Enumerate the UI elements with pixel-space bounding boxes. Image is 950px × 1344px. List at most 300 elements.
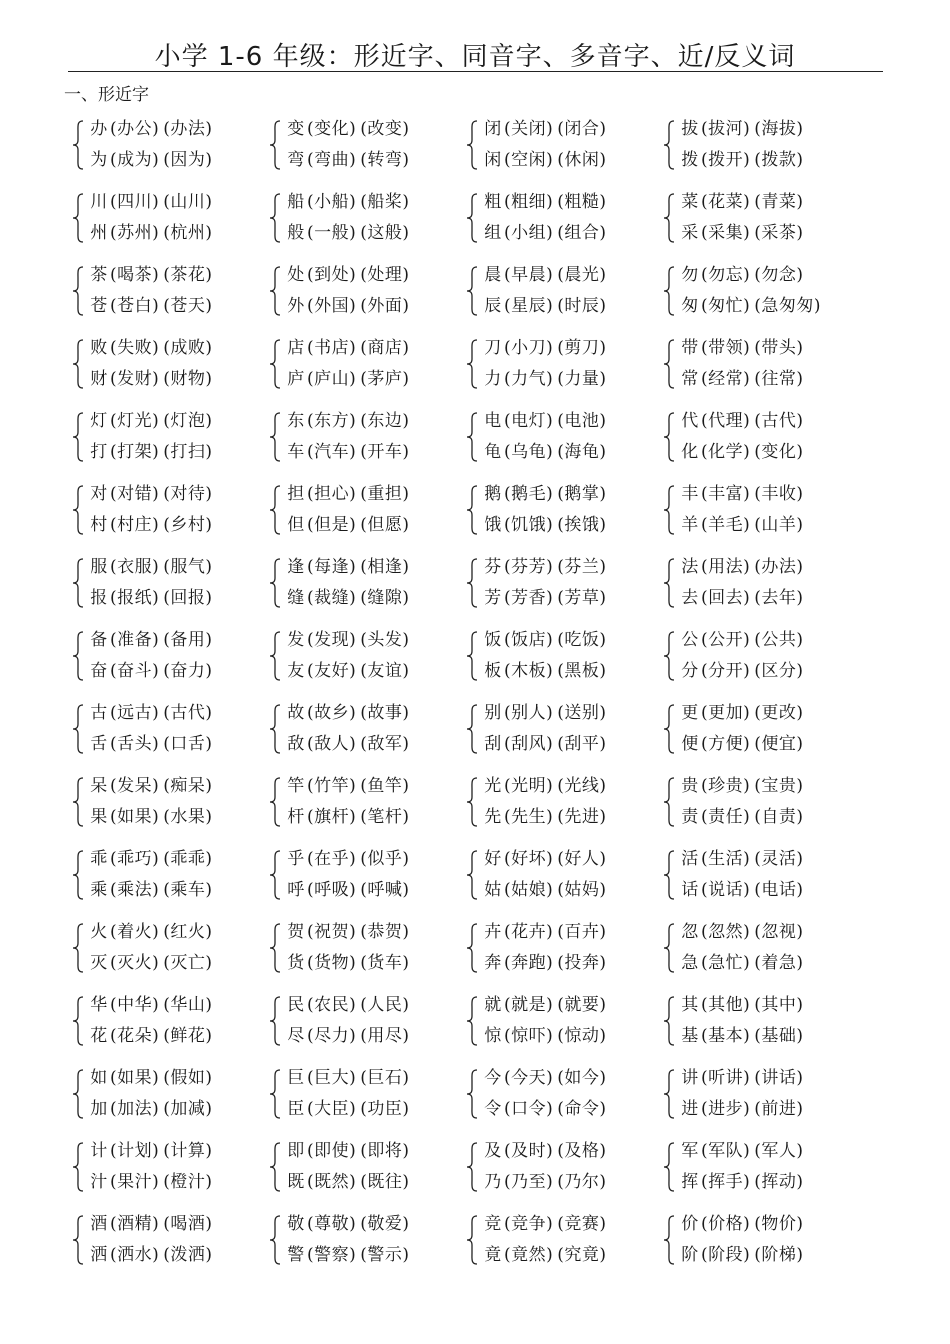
character-group — [269, 551, 466, 624]
character-group — [269, 332, 466, 405]
left-brace-icon — [663, 120, 677, 170]
character: 但 — [287, 515, 305, 535]
example-word: (口舌) — [163, 734, 213, 754]
character: 菜 — [681, 192, 699, 212]
character: 惊 — [484, 1026, 502, 1046]
character-group — [466, 113, 663, 186]
example-word: (呼吸) — [307, 880, 357, 900]
example-word: (改变) — [360, 119, 410, 139]
character: 其 — [681, 995, 699, 1015]
character-row — [681, 730, 804, 758]
character-group — [663, 916, 863, 989]
example-word: (发现) — [307, 630, 357, 650]
character-group — [72, 770, 269, 843]
character-group — [663, 989, 863, 1062]
left-brace-icon — [663, 1069, 677, 1119]
character-row — [681, 699, 804, 727]
example-word: (货车) — [360, 953, 410, 973]
character-group — [269, 1135, 466, 1208]
character-row — [90, 438, 213, 466]
example-word: (粗糙) — [557, 192, 607, 212]
character: 基 — [681, 1026, 699, 1046]
character-row — [90, 1064, 213, 1092]
character-row — [484, 1241, 607, 1269]
character: 货 — [287, 953, 305, 973]
character: 晨 — [484, 265, 502, 285]
character: 乃 — [484, 1172, 502, 1192]
example-word: (奋斗) — [110, 661, 160, 681]
character-row — [484, 146, 607, 174]
example-word: (灯光) — [110, 411, 160, 431]
character: 故 — [287, 703, 305, 723]
character: 鹅 — [484, 484, 502, 504]
example-word: (光线) — [557, 776, 607, 796]
example-word: (黑板) — [557, 661, 607, 681]
character: 川 — [90, 192, 108, 212]
example-word: (竞争) — [504, 1214, 554, 1234]
example-word: (惊动) — [557, 1026, 607, 1046]
character: 贺 — [287, 922, 305, 942]
character: 对 — [90, 484, 108, 504]
example-word: (警示) — [360, 1245, 410, 1265]
character: 及 — [484, 1141, 502, 1161]
example-word: (前进) — [754, 1099, 804, 1119]
example-word: (忽然) — [701, 922, 751, 942]
character: 卉 — [484, 922, 502, 942]
left-brace-icon — [663, 1215, 677, 1265]
example-word: (打架) — [110, 442, 160, 462]
character-row — [90, 657, 213, 685]
example-word: (巨大) — [307, 1068, 357, 1088]
example-word: (如果) — [110, 1068, 160, 1088]
example-word: (担心) — [307, 484, 357, 504]
character-row — [484, 949, 607, 977]
character-group — [663, 1135, 863, 1208]
example-word: (电池) — [557, 411, 607, 431]
character-row — [681, 553, 804, 581]
example-word: (货物) — [307, 953, 357, 973]
character-row — [484, 845, 607, 873]
example-word: (经常) — [701, 369, 751, 389]
left-brace-icon — [269, 1069, 283, 1119]
left-brace-icon — [663, 266, 677, 316]
character-row — [484, 511, 607, 539]
character-row — [90, 188, 213, 216]
example-word: (苍天) — [163, 296, 213, 316]
character-group — [663, 405, 863, 478]
character-group — [269, 259, 466, 332]
character-group — [72, 259, 269, 332]
character-row — [484, 1022, 607, 1050]
character: 芳 — [484, 588, 502, 608]
example-word: (闭合) — [557, 119, 607, 139]
example-word: (灭亡) — [163, 953, 213, 973]
character: 匆 — [681, 296, 699, 316]
character: 臣 — [287, 1099, 305, 1119]
example-word: (商店) — [360, 338, 410, 358]
character-row — [484, 772, 607, 800]
character: 先 — [484, 807, 502, 827]
character: 代 — [681, 411, 699, 431]
character: 乖 — [90, 849, 108, 869]
character: 板 — [484, 661, 502, 681]
example-word: (头发) — [360, 630, 410, 650]
example-word: (价格) — [701, 1214, 751, 1234]
character-group — [466, 259, 663, 332]
example-word: (花朵) — [110, 1026, 160, 1046]
character-row — [287, 699, 410, 727]
example-word: (其他) — [701, 995, 751, 1015]
example-word: (及时) — [504, 1141, 554, 1161]
left-brace-icon — [72, 1069, 86, 1119]
character-group — [72, 843, 269, 916]
character: 杆 — [287, 807, 305, 827]
left-brace-icon — [663, 777, 677, 827]
character: 报 — [90, 588, 108, 608]
character-group — [663, 697, 863, 770]
example-word: (农民) — [307, 995, 357, 1015]
example-word: (阶段) — [701, 1245, 751, 1265]
character-row — [90, 1022, 213, 1050]
left-brace-icon — [72, 412, 86, 462]
example-word: (光明) — [504, 776, 554, 796]
example-word: (备用) — [163, 630, 213, 650]
left-brace-icon — [72, 266, 86, 316]
character-row — [681, 845, 804, 873]
example-word: (发财) — [110, 369, 160, 389]
example-word: (加减) — [163, 1099, 213, 1119]
example-word: (珍贵) — [701, 776, 751, 796]
example-word: (对待) — [163, 484, 213, 504]
example-word: (重担) — [360, 484, 410, 504]
left-brace-icon — [663, 339, 677, 389]
character-row — [681, 219, 804, 247]
character: 发 — [287, 630, 305, 650]
character-row — [90, 949, 213, 977]
example-word: (别人) — [504, 703, 554, 723]
character-group — [269, 1062, 466, 1135]
character: 尽 — [287, 1026, 305, 1046]
character-group — [72, 697, 269, 770]
example-word: (痴呆) — [163, 776, 213, 796]
character-row — [484, 584, 607, 612]
character: 船 — [287, 192, 305, 212]
character-row — [484, 626, 607, 654]
character: 便 — [681, 734, 699, 754]
example-word: (山羊) — [754, 515, 804, 535]
character-row — [484, 657, 607, 685]
left-brace-icon — [269, 558, 283, 608]
example-word: (橙汁) — [163, 1172, 213, 1192]
left-brace-icon — [663, 412, 677, 462]
example-word: (故乡) — [307, 703, 357, 723]
character-row — [287, 334, 410, 362]
character-row — [287, 772, 410, 800]
example-word: (更加) — [701, 703, 751, 723]
example-word: (时辰) — [557, 296, 607, 316]
left-brace-icon — [269, 631, 283, 681]
example-word: (花卉) — [504, 922, 554, 942]
character: 担 — [287, 484, 305, 504]
example-word: (基础) — [754, 1026, 804, 1046]
character-group — [269, 405, 466, 478]
example-word: (力气) — [504, 369, 554, 389]
character: 东 — [287, 411, 305, 431]
example-word: (分开) — [701, 661, 751, 681]
example-word: (东边) — [360, 411, 410, 431]
example-word: (挥手) — [701, 1172, 751, 1192]
character-row — [90, 1210, 213, 1238]
left-brace-icon — [72, 193, 86, 243]
character: 缝 — [287, 588, 305, 608]
character: 活 — [681, 849, 699, 869]
character: 敬 — [287, 1214, 305, 1234]
character: 责 — [681, 807, 699, 827]
example-word: (计算) — [163, 1141, 213, 1161]
example-word: (姑娘) — [504, 880, 554, 900]
example-word: (即将) — [360, 1141, 410, 1161]
character-group — [269, 843, 466, 916]
example-word: (杭州) — [163, 223, 213, 243]
character: 价 — [681, 1214, 699, 1234]
character-row — [681, 584, 804, 612]
left-brace-icon — [72, 996, 86, 1046]
character-group — [466, 1208, 663, 1281]
left-brace-icon — [466, 996, 480, 1046]
example-word: (勿忘) — [701, 265, 751, 285]
left-brace-icon — [663, 558, 677, 608]
example-word: (友好) — [307, 661, 357, 681]
example-word: (青菜) — [754, 192, 804, 212]
example-word: (先进) — [557, 807, 607, 827]
example-word: (饥饿) — [504, 515, 554, 535]
character: 呆 — [90, 776, 108, 796]
example-word: (成为) — [110, 150, 160, 170]
left-brace-icon — [269, 339, 283, 389]
example-word: (灵活) — [754, 849, 804, 869]
example-word: (说话) — [701, 880, 751, 900]
character: 芬 — [484, 557, 502, 577]
example-word: (代理) — [701, 411, 751, 431]
example-word: (刮风) — [504, 734, 554, 754]
character: 既 — [287, 1172, 305, 1192]
character-row — [484, 407, 607, 435]
character-row — [287, 1137, 410, 1165]
left-brace-icon — [269, 412, 283, 462]
character-row — [681, 511, 804, 539]
character-row — [681, 876, 804, 904]
example-word: (挨饿) — [557, 515, 607, 535]
example-word: (小组) — [504, 223, 554, 243]
left-brace-icon — [466, 120, 480, 170]
example-word: (带领) — [701, 338, 751, 358]
example-word: (讲话) — [754, 1068, 804, 1088]
example-word: (奋力) — [163, 661, 213, 681]
example-word: (芬兰) — [557, 557, 607, 577]
example-word: (惊吓) — [504, 1026, 554, 1046]
example-word: (拔河) — [701, 119, 751, 139]
character: 勿 — [681, 265, 699, 285]
example-word: (去年) — [754, 588, 804, 608]
character-group — [72, 624, 269, 697]
example-word: (变化) — [307, 119, 357, 139]
character-row — [484, 334, 607, 362]
example-word: (星辰) — [504, 296, 554, 316]
example-word: (尽力) — [307, 1026, 357, 1046]
example-word: (到处) — [307, 265, 357, 285]
character-row — [90, 1241, 213, 1269]
character: 火 — [90, 922, 108, 942]
example-word: (芬芳) — [504, 557, 554, 577]
example-word: (乖巧) — [110, 849, 160, 869]
character-group — [72, 1135, 269, 1208]
character-row — [681, 334, 804, 362]
left-brace-icon — [72, 1215, 86, 1265]
character-group-grid — [72, 113, 872, 1281]
character-row — [484, 261, 607, 289]
example-word: (乃至) — [504, 1172, 554, 1192]
example-word: (小船) — [307, 192, 357, 212]
character-row — [484, 553, 607, 581]
character-row — [681, 1241, 804, 1269]
example-word: (木板) — [504, 661, 554, 681]
character: 羊 — [681, 515, 699, 535]
character: 财 — [90, 369, 108, 389]
example-word: (采集) — [701, 223, 751, 243]
character: 竿 — [287, 776, 305, 796]
character: 龟 — [484, 442, 502, 462]
example-word: (丰富) — [701, 484, 751, 504]
example-word: (祝贺) — [307, 922, 357, 942]
character-group — [663, 478, 863, 551]
character-row — [681, 657, 804, 685]
character: 华 — [90, 995, 108, 1015]
example-word: (准备) — [110, 630, 160, 650]
example-word: (早晨) — [504, 265, 554, 285]
character-row — [681, 803, 804, 831]
character: 奔 — [484, 953, 502, 973]
character-row — [484, 1095, 607, 1123]
example-word: (失败) — [110, 338, 160, 358]
character: 更 — [681, 703, 699, 723]
character: 败 — [90, 338, 108, 358]
character: 备 — [90, 630, 108, 650]
character: 外 — [287, 296, 305, 316]
character: 就 — [484, 995, 502, 1015]
character-row — [287, 1210, 410, 1238]
example-word: (敌军) — [360, 734, 410, 754]
character: 好 — [484, 849, 502, 869]
example-word: (乌龟) — [504, 442, 554, 462]
character-group — [663, 1208, 863, 1281]
character: 奋 — [90, 661, 108, 681]
example-word: (着急) — [754, 953, 804, 973]
character: 友 — [287, 661, 305, 681]
left-brace-icon — [269, 193, 283, 243]
example-word: (人民) — [360, 995, 410, 1015]
example-word: (采茶) — [754, 223, 804, 243]
example-word: (船桨) — [360, 192, 410, 212]
example-word: (水果) — [163, 807, 213, 827]
character-group — [663, 770, 863, 843]
left-brace-icon — [269, 923, 283, 973]
character-row — [681, 1168, 804, 1196]
character-group — [466, 332, 663, 405]
example-word: (财物) — [163, 369, 213, 389]
example-word: (军人) — [754, 1141, 804, 1161]
character-row — [90, 699, 213, 727]
example-word: (及格) — [557, 1141, 607, 1161]
example-word: (灭火) — [110, 953, 160, 973]
character: 采 — [681, 223, 699, 243]
example-word: (力量) — [557, 369, 607, 389]
character-row — [287, 480, 410, 508]
example-word: (鹅掌) — [557, 484, 607, 504]
example-word: (报纸) — [110, 588, 160, 608]
example-word: (听讲) — [701, 1068, 751, 1088]
example-word: (发呆) — [110, 776, 160, 796]
example-word: (投奔) — [557, 953, 607, 973]
example-word: (海拔) — [754, 119, 804, 139]
example-word: (大臣) — [307, 1099, 357, 1119]
character: 变 — [287, 119, 305, 139]
left-brace-icon — [466, 850, 480, 900]
character-row — [90, 1095, 213, 1123]
example-word: (乃尔) — [557, 1172, 607, 1192]
left-brace-icon — [466, 339, 480, 389]
character-row — [681, 261, 804, 289]
character: 力 — [484, 369, 502, 389]
character-row — [484, 876, 607, 904]
character-group — [72, 405, 269, 478]
example-word: (笔杆) — [360, 807, 410, 827]
left-brace-icon — [269, 120, 283, 170]
character-row — [90, 991, 213, 1019]
character-group — [466, 916, 663, 989]
example-word: (竟然) — [504, 1245, 554, 1265]
character-row — [681, 115, 804, 143]
character: 阶 — [681, 1245, 699, 1265]
left-brace-icon — [466, 558, 480, 608]
character-row — [484, 1168, 607, 1196]
example-word: (物价) — [754, 1214, 804, 1234]
character-group — [72, 989, 269, 1062]
example-word: (相逢) — [360, 557, 410, 577]
example-word: (拨款) — [754, 150, 804, 170]
character: 弯 — [287, 150, 305, 170]
example-word: (电话) — [754, 880, 804, 900]
left-brace-icon — [663, 704, 677, 754]
example-word: (缝隙) — [360, 588, 410, 608]
example-word: (急匆匆) — [754, 296, 822, 316]
example-word: (饭店) — [504, 630, 554, 650]
example-word: (竹竿) — [307, 776, 357, 796]
character: 即 — [287, 1141, 305, 1161]
character: 花 — [90, 1026, 108, 1046]
example-word: (似乎) — [360, 849, 410, 869]
example-word: (竞赛) — [557, 1214, 607, 1234]
example-word: (芳香) — [504, 588, 554, 608]
example-word: (宝贵) — [754, 776, 804, 796]
character-row — [287, 553, 410, 581]
character-row — [287, 876, 410, 904]
left-brace-icon — [269, 266, 283, 316]
character: 灯 — [90, 411, 108, 431]
character: 茶 — [90, 265, 108, 285]
example-word: (泼洒) — [163, 1245, 213, 1265]
character-row — [90, 876, 213, 904]
character-row — [287, 365, 410, 393]
